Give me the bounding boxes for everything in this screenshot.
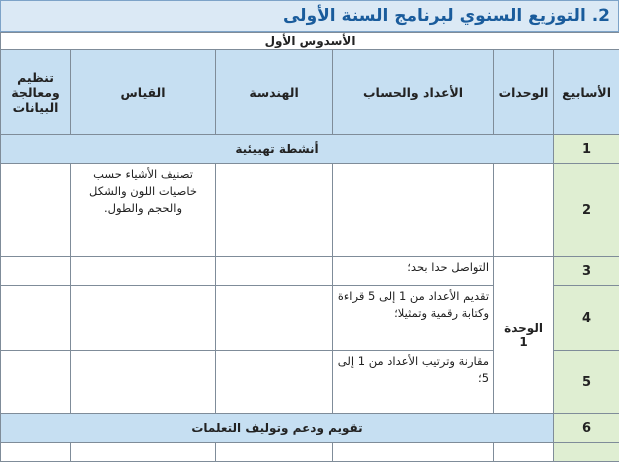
- col-header-data: تنظيم ومعالجة البيانات: [1, 50, 71, 135]
- data-cell: [1, 351, 71, 414]
- measure-cell: تصنيف الأشياء حسب خاصيات اللون والشكل والحجم والطول.: [71, 164, 216, 257]
- week-number: 6: [554, 414, 619, 443]
- week-number: 4: [554, 286, 619, 351]
- numbers-cell: [333, 443, 494, 462]
- week-number: 5: [554, 351, 619, 414]
- section-title: 2. التوزيع السنوي لبرنامج السنة الأولى: [283, 6, 610, 26]
- week-number: 3: [554, 257, 619, 286]
- data-cell: [1, 286, 71, 351]
- measure-cell: [71, 351, 216, 414]
- week-number: 1: [554, 135, 619, 164]
- trimester-header: الأسدوس الأول: [1, 33, 619, 50]
- annual-distribution-table: [0, 32, 619, 462]
- table-row: [1, 164, 619, 257]
- data-cell: [1, 257, 71, 286]
- numbers-cell: مقارنة وترتيب الأعداد من 1 إلى 5؛: [333, 351, 494, 414]
- band-assessment: تقويم ودعم وتوليف التعلمات: [1, 414, 554, 443]
- geometry-cell: [216, 164, 333, 257]
- numbers-cell: تقديم الأعداد من 1 إلى 5 قراءة وكتابة رقمية وتمثيلا؛: [333, 286, 494, 351]
- section-title-bar: [0, 0, 619, 32]
- geometry-cell: [216, 443, 333, 462]
- geometry-cell: [216, 257, 333, 286]
- band-preparatory: أنشطة تهييئية: [1, 135, 554, 164]
- col-header-weeks: الأسابيع: [554, 50, 619, 135]
- unit-label: الوحدة 1: [494, 257, 554, 414]
- measure-cell: [71, 443, 216, 462]
- week-number: 2: [554, 164, 619, 257]
- measure-cell: [71, 286, 216, 351]
- table-row: [1, 414, 619, 443]
- units-cell: [494, 164, 554, 257]
- units-cell: [494, 443, 554, 462]
- col-header-units: الوحدات: [494, 50, 554, 135]
- table-row: [1, 135, 619, 164]
- col-header-geometry: الهندسة: [216, 50, 333, 135]
- geometry-cell: [216, 351, 333, 414]
- data-cell: [1, 443, 71, 462]
- data-cell: [1, 164, 71, 257]
- geometry-cell: [216, 286, 333, 351]
- col-header-measure: القياس: [71, 50, 216, 135]
- measure-cell: [71, 257, 216, 286]
- week-number: [554, 443, 619, 462]
- table-row: [1, 257, 619, 286]
- col-header-numbers: الأعداد والحساب: [333, 50, 494, 135]
- numbers-cell: التواصل حدا بحد؛: [333, 257, 494, 286]
- table-row: [1, 443, 619, 462]
- numbers-cell: [333, 164, 494, 257]
